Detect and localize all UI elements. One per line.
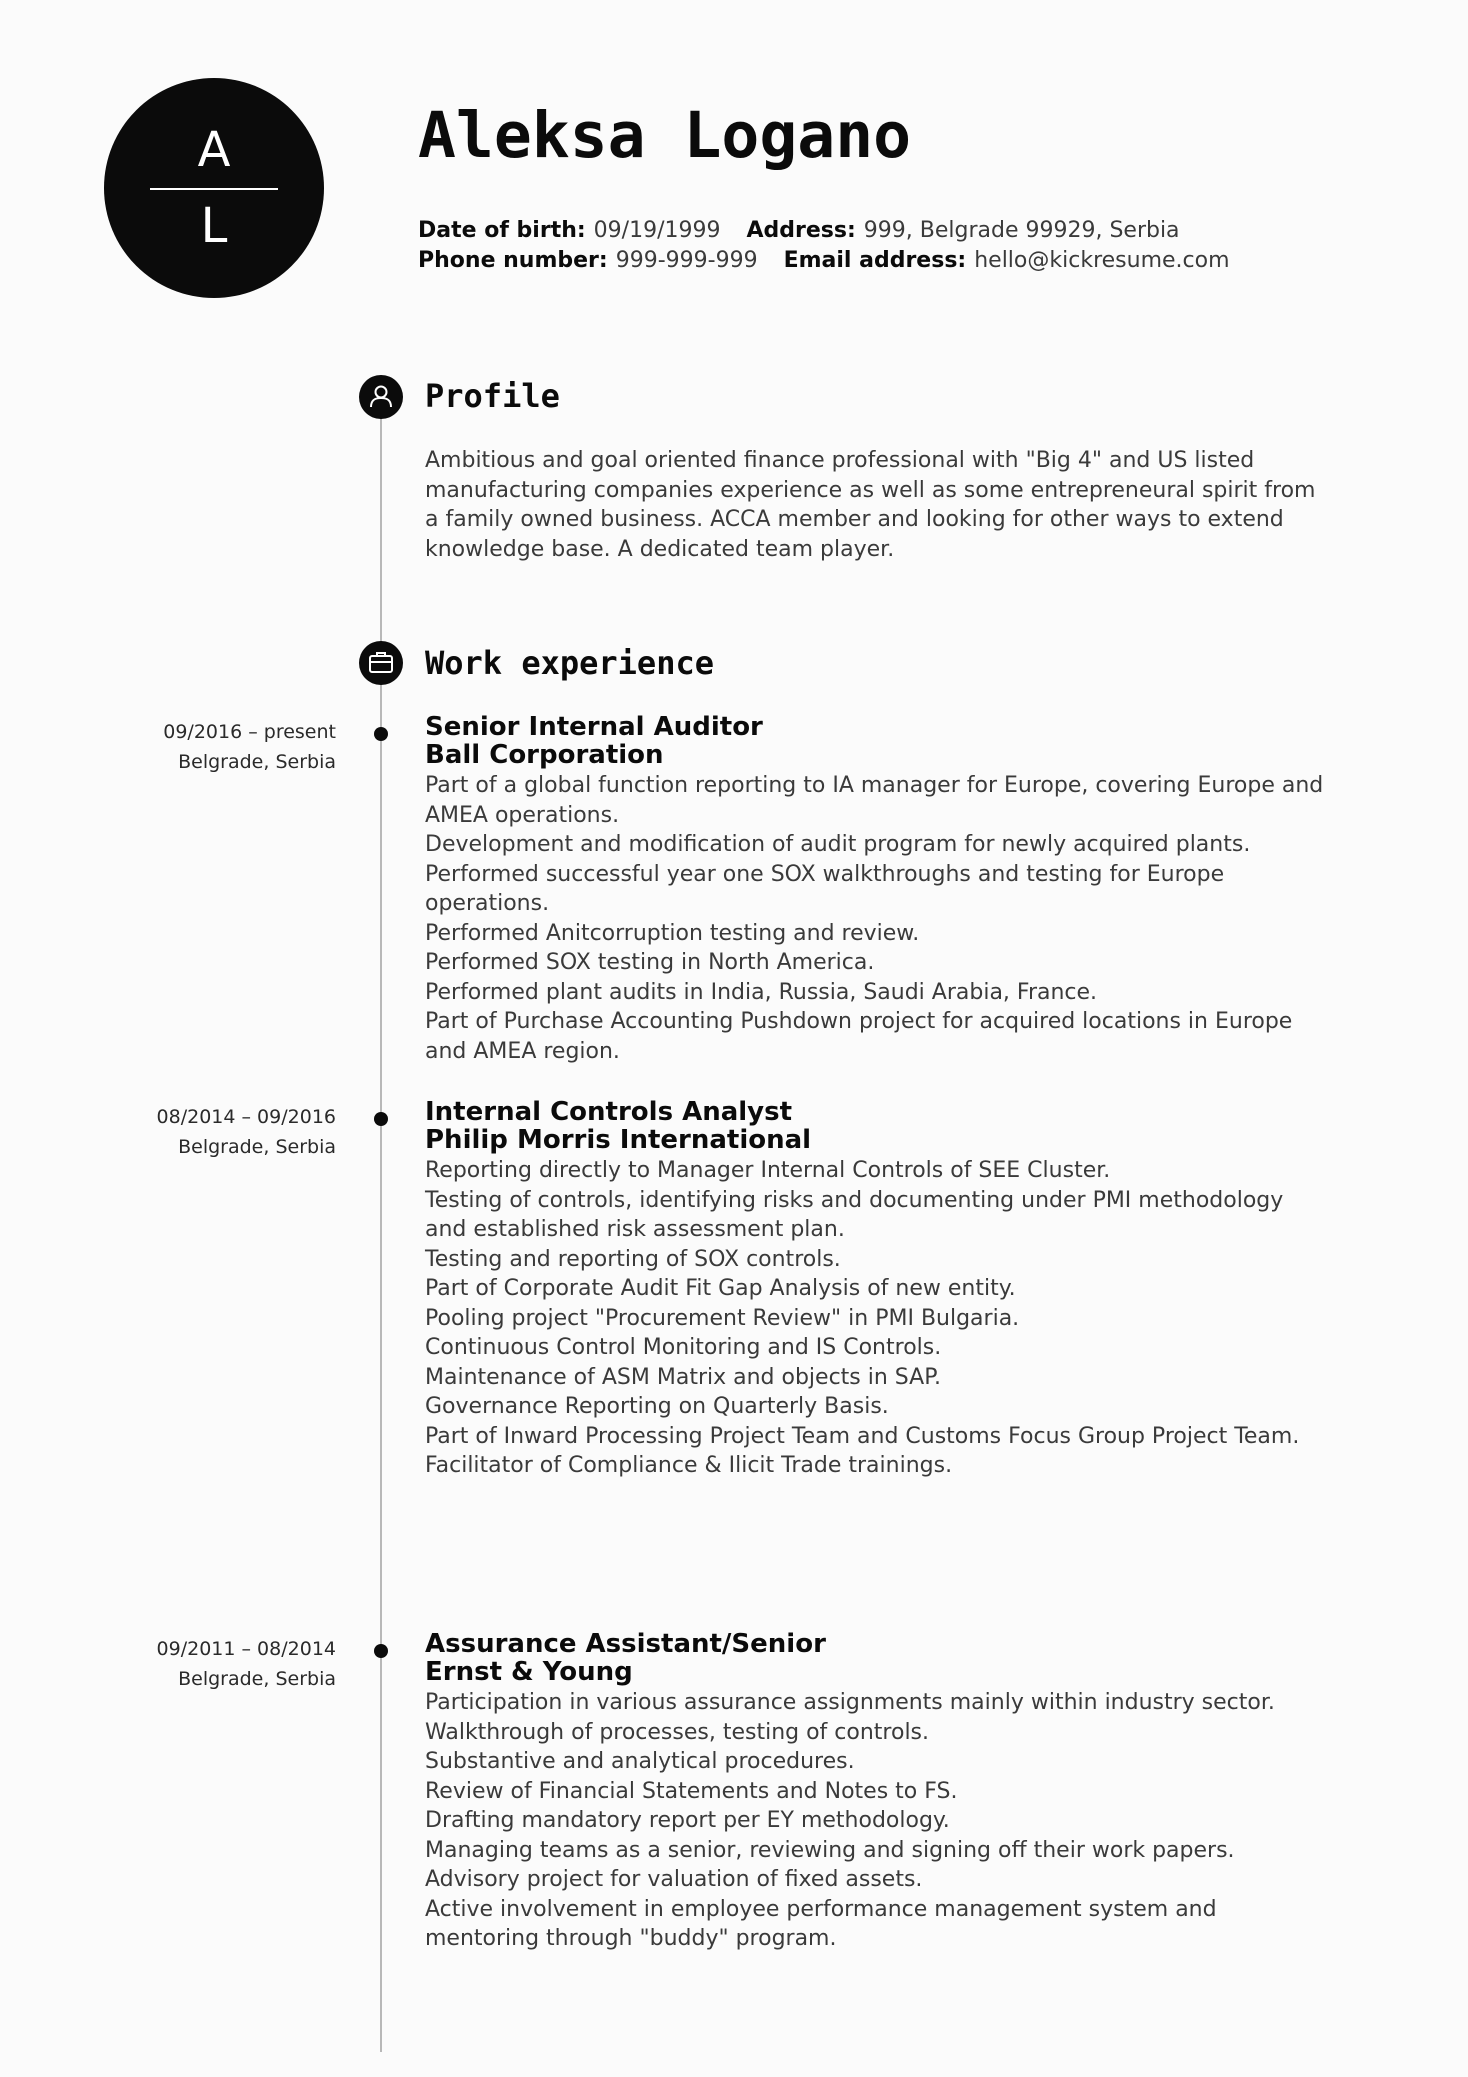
job-title: Senior Internal Auditor [425,712,763,742]
profile-heading: Profile [425,377,560,415]
timeline-dot [374,1112,388,1126]
job-dates: 08/2014 – 09/2016 [156,1106,336,1128]
duty-item: Substantive and analytical procedures. [425,1749,855,1774]
job-company: Ball Corporation [425,740,664,770]
duty-item: Part of a global function reporting to IA manager for Europe, covering Europe and AMEA operations. [425,773,1324,828]
duty-item: Development and modification of audit program for newly acquired plants. [425,832,1251,857]
duty-item: Drafting mandatory report per EY methodology. [425,1808,950,1833]
duty-item: Facilitator of Compliance & Ilicit Trade trainings. [425,1453,953,1478]
job-location: Belgrade, Serbia [178,1668,336,1690]
briefcase-icon [359,641,403,685]
address-label: Address: [746,218,856,243]
job-company: Philip Morris International [425,1125,812,1155]
email-value[interactable]: hello@kickresume.com [974,248,1230,273]
email-label: Email address: [783,248,967,273]
dob-value: 09/19/1999 [593,218,721,243]
job-dates: 09/2016 – present [163,721,336,743]
duty-item: Review of Financial Statements and Notes to FS. [425,1778,958,1804]
duty-item: Pooling project "Procurement Review" in PMI Bulgaria. [425,1305,1020,1331]
job-duties [425,771,1325,1066]
contact-line-2 [418,246,1230,276]
duty-item: Part of Corporate Audit Fit Gap Analysis of new entity. [425,1276,1016,1301]
full-name: Aleksa Logano [418,99,912,172]
duty-item: Performed Anitcorruption testing and review. [425,920,920,946]
job-company: Ernst & Young [425,1657,633,1687]
duty-item: Active involvement in employee performance management system and mentoring through "buddy" program. [425,1896,1217,1951]
duty-item: Reporting directly to Manager Internal Controls of SEE Cluster. [425,1158,1111,1183]
job-title: Assurance Assistant/Senior [425,1629,826,1659]
job-duties [425,1156,1325,1481]
dob-label: Date of birth: [418,218,586,243]
phone-label: Phone number: [418,248,608,273]
initial-last: L [200,198,228,254]
duty-item: Testing of controls, identifying risks and documenting under PMI methodology and established risk assessment plan. [425,1187,1284,1242]
timeline-dot [374,727,388,741]
duty-item: Part of Inward Processing Project Team and Customs Focus Group Project Team. [425,1423,1300,1449]
duty-item: Governance Reporting on Quarterly Basis. [425,1394,889,1419]
job-title: Internal Controls Analyst [425,1097,793,1127]
person-icon [359,375,403,419]
duty-item: Maintenance of ASM Matrix and objects in SAP. [425,1364,942,1390]
work-heading: Work experience [425,644,714,682]
duty-item: Managing teams as a senior, reviewing and signing off their work papers. [425,1837,1235,1863]
contact-line-1 [418,216,1180,246]
address-value: 999, Belgrade 99929, Serbia [863,218,1180,243]
job-location: Belgrade, Serbia [178,751,336,773]
phone-value: 999-999-999 [615,248,758,273]
monogram-divider [150,188,278,190]
profile-summary: Ambitious and goal oriented finance professional with "Big 4" and US listed manufacturing companies experience as well as some entrepreneural spirit from a family owned business. ACCA member and looking for other ways to extend knowledge base. A dedicated team player. [425,448,1316,562]
duty-item: Performed plant audits in India, Russia, Saudi Arabia, France. [425,979,1098,1005]
monogram-avatar [104,78,324,298]
duty-item: Part of Purchase Accounting Pushdown project for acquired locations in Europe and AMEA region. [425,1009,1293,1064]
duty-item: Performed successful year one SOX walkthroughs and testing for Europe operations. [425,861,1225,916]
duty-item: Participation in various assurance assignments mainly within industry sector. [425,1690,1275,1715]
timeline-dot [374,1644,388,1658]
duty-item: Advisory project for valuation of fixed assets. [425,1867,923,1892]
initial-first: A [197,122,231,178]
job-duties [425,1688,1325,1954]
job-dates: 09/2011 – 08/2014 [156,1638,336,1660]
duty-item: Performed SOX testing in North America. [425,950,875,975]
duty-item: Continuous Control Monitoring and IS Controls. [425,1335,942,1360]
duty-item: Testing and reporting of SOX controls. [425,1246,841,1272]
job-location: Belgrade, Serbia [178,1136,336,1158]
duty-item: Walkthrough of processes, testing of controls. [425,1719,930,1745]
